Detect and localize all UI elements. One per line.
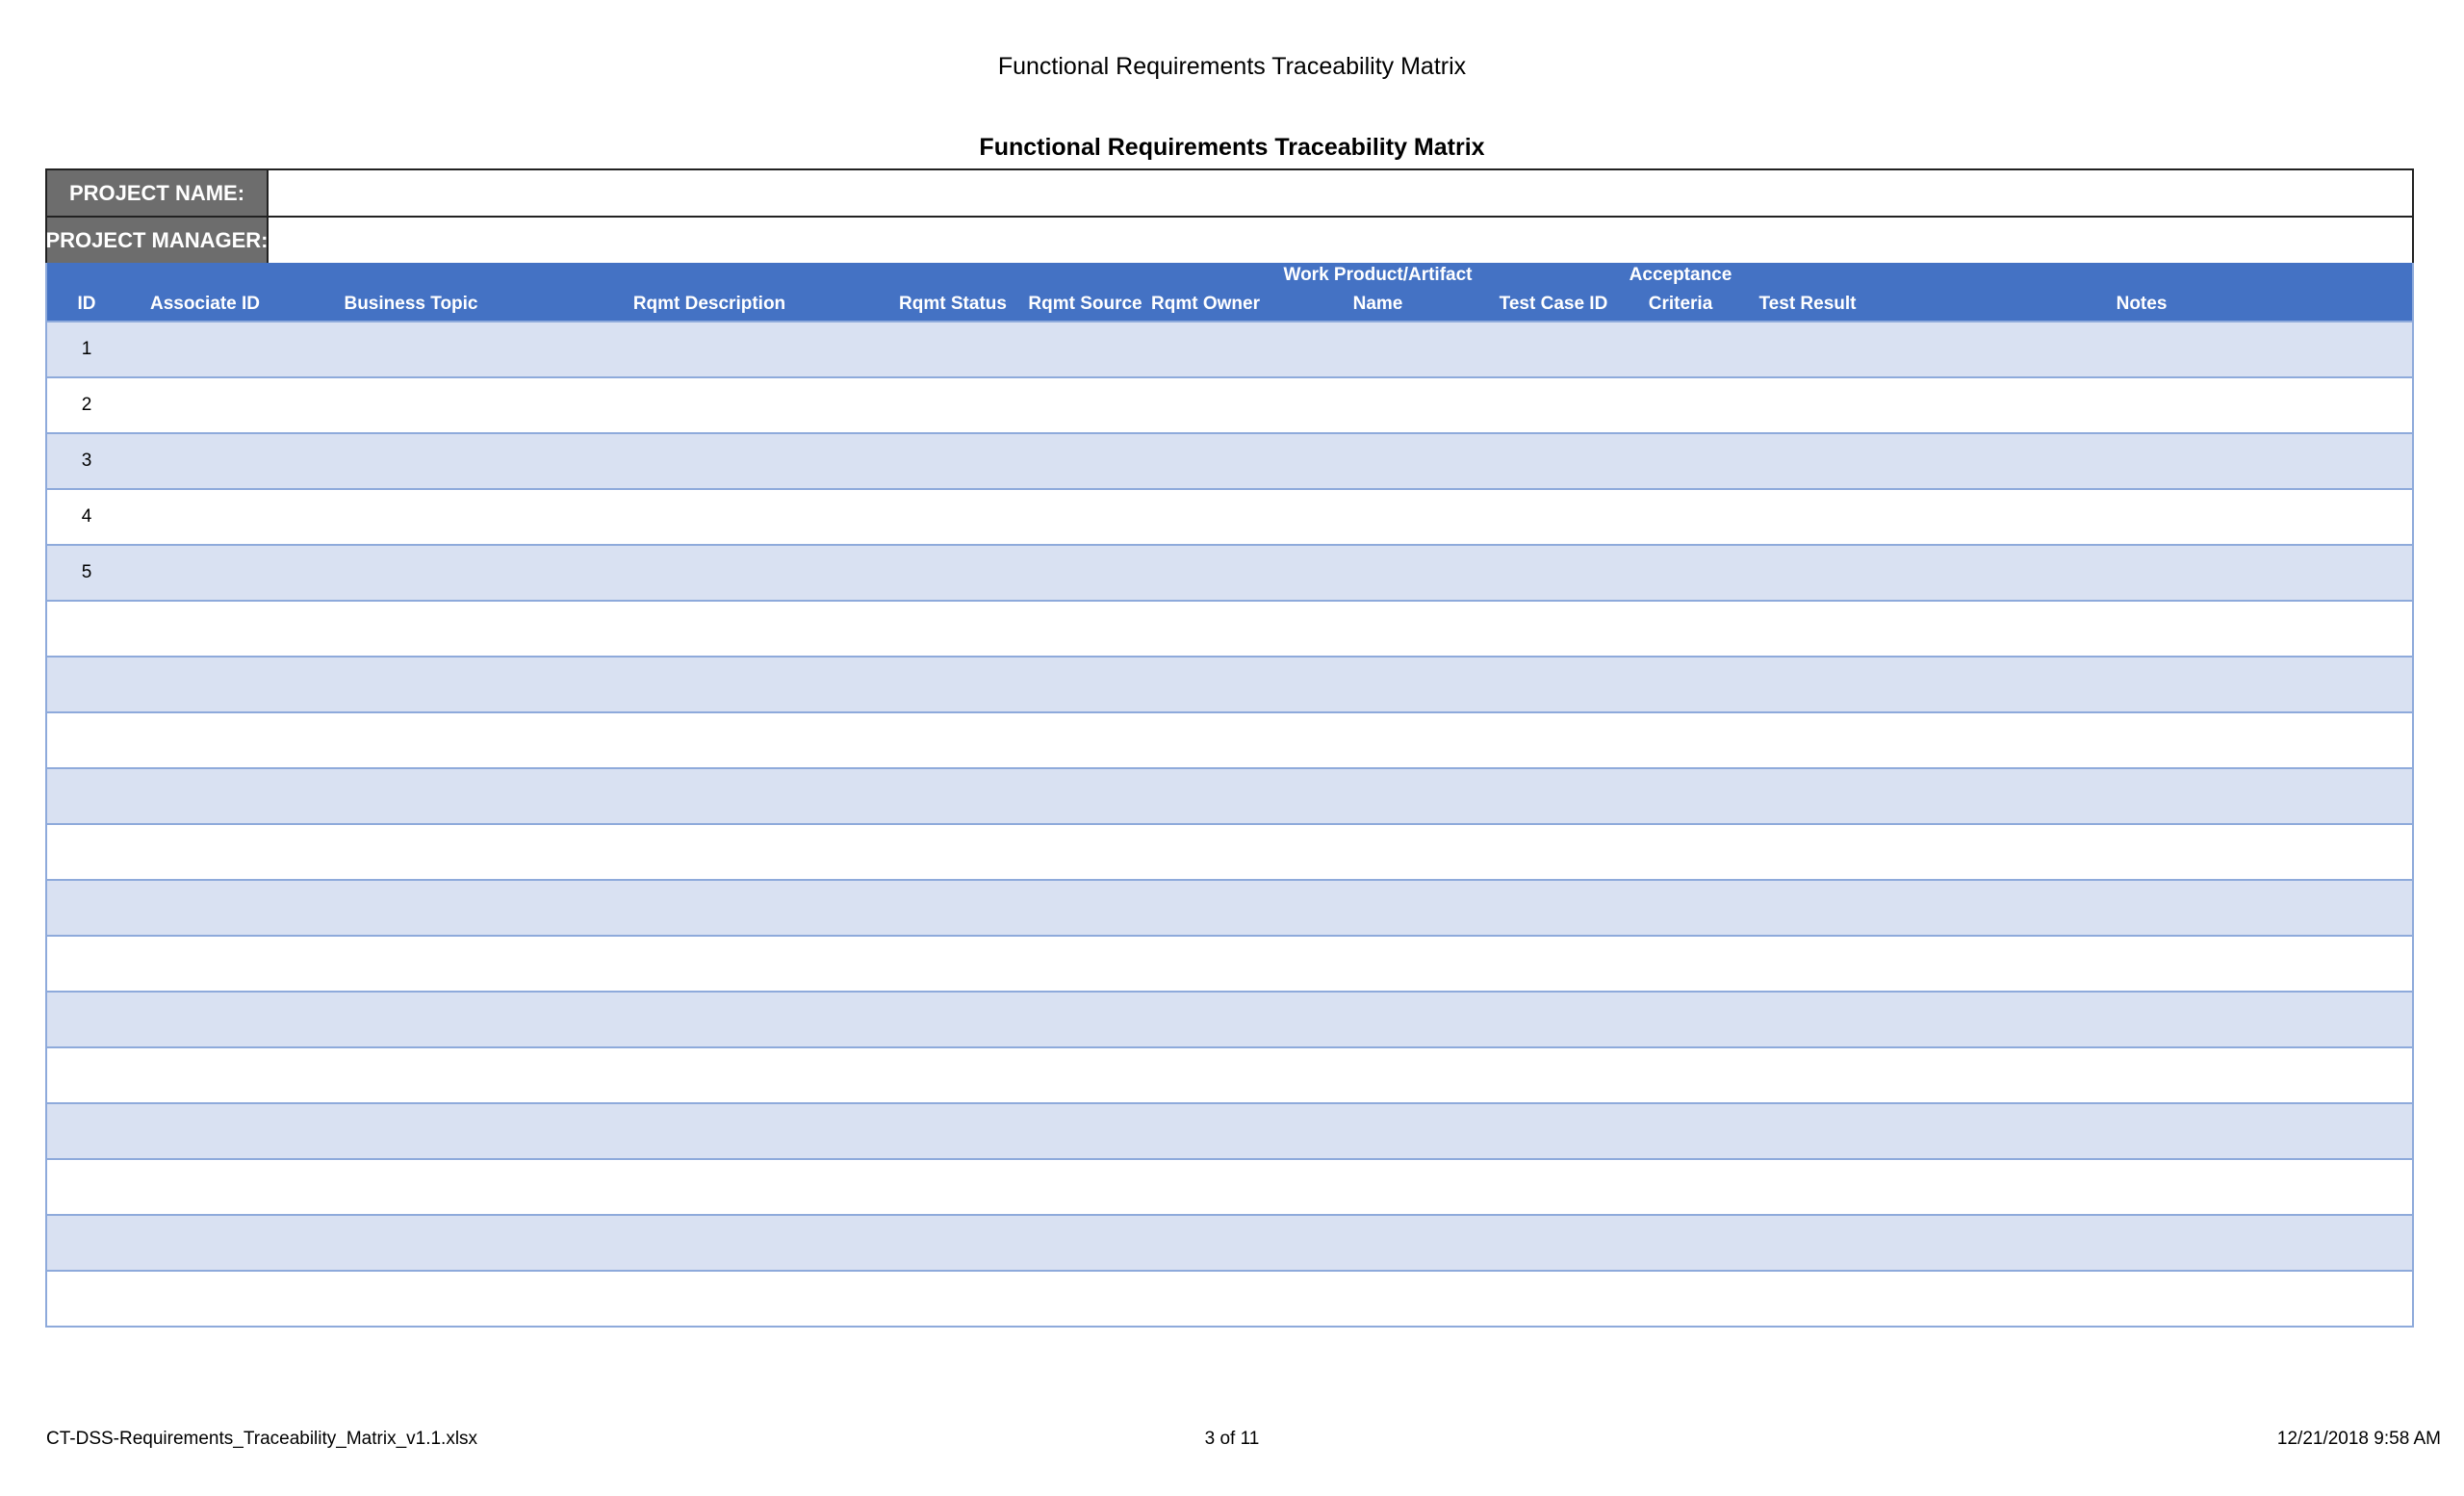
cell-associate-id[interactable] [126, 1272, 284, 1326]
cell-rqmt-description[interactable] [538, 378, 881, 432]
cell-rqmt-status[interactable] [881, 1272, 1025, 1326]
cell-associate-id[interactable] [126, 769, 284, 823]
cell-test-result[interactable] [1744, 434, 1871, 488]
cell-notes[interactable] [1871, 937, 2412, 991]
cell-artifact-name[interactable] [1266, 1216, 1490, 1270]
cell-notes[interactable] [1871, 1272, 2412, 1326]
cell-associate-id[interactable] [126, 1160, 284, 1214]
cell-rqmt-status[interactable] [881, 1160, 1025, 1214]
cell-rqmt-owner[interactable] [1145, 322, 1266, 376]
table-row [47, 1270, 2412, 1326]
cell-rqmt-source[interactable] [1025, 546, 1145, 600]
cell-acceptance-criteria[interactable] [1617, 490, 1744, 544]
cell-rqmt-source[interactable] [1025, 322, 1145, 376]
project-name-label: PROJECT NAME: [47, 170, 269, 216]
cell-id[interactable] [47, 1216, 126, 1270]
cell-rqmt-owner[interactable] [1145, 1216, 1266, 1270]
column-header-test-case-id: Test Case ID [1499, 294, 1608, 314]
cell-acceptance-criteria[interactable] [1617, 1216, 1744, 1270]
column-header-test-result: Test Result [1758, 294, 1857, 314]
cell-business-topic[interactable] [284, 490, 538, 544]
traceability-matrix-table [45, 263, 2414, 1328]
cell-notes[interactable] [1871, 658, 2412, 711]
cell-rqmt-status[interactable] [881, 881, 1025, 935]
cell-id[interactable]: 4 [81, 506, 92, 527]
cell-notes[interactable] [1871, 490, 2412, 544]
cell-notes[interactable] [1871, 378, 2412, 432]
table-row [47, 1214, 2412, 1270]
cell-business-topic[interactable] [284, 546, 538, 600]
cell-rqmt-status[interactable] [881, 322, 1025, 376]
cell-acceptance-criteria[interactable] [1617, 1048, 1744, 1102]
cell-id[interactable] [47, 658, 126, 711]
cell-test-result[interactable] [1744, 1160, 1871, 1214]
cell-rqmt-source[interactable] [1025, 713, 1145, 767]
cell-acceptance-criteria[interactable] [1617, 937, 1744, 991]
cell-artifact-name[interactable] [1266, 1160, 1490, 1214]
cell-id[interactable] [47, 1104, 126, 1158]
cell-rqmt-owner[interactable] [1145, 658, 1266, 711]
cell-acceptance-criteria[interactable] [1617, 881, 1744, 935]
cell-notes[interactable] [1871, 434, 2412, 488]
cell-test-case-id[interactable] [1490, 937, 1617, 991]
cell-rqmt-source[interactable] [1025, 1048, 1145, 1102]
cell-business-topic[interactable] [284, 1160, 538, 1214]
cell-business-topic[interactable] [284, 1272, 538, 1326]
cell-id[interactable] [47, 993, 126, 1046]
cell-notes[interactable] [1871, 713, 2412, 767]
cell-id[interactable]: 2 [81, 395, 92, 415]
cell-test-case-id[interactable] [1490, 434, 1617, 488]
cell-test-case-id[interactable] [1490, 993, 1617, 1046]
cell-rqmt-description[interactable] [538, 1160, 881, 1214]
cell-test-result[interactable] [1744, 1272, 1871, 1326]
cell-rqmt-source[interactable] [1025, 1104, 1145, 1158]
cell-notes[interactable] [1871, 602, 2412, 656]
cell-rqmt-source[interactable] [1025, 993, 1145, 1046]
project-manager-row [47, 218, 2412, 263]
project-name-field[interactable] [269, 170, 2412, 216]
table-row [47, 935, 2412, 991]
cell-rqmt-description[interactable] [538, 658, 881, 711]
cell-artifact-name[interactable] [1266, 1048, 1490, 1102]
cell-rqmt-owner[interactable] [1145, 1104, 1266, 1158]
cell-test-result[interactable] [1744, 378, 1871, 432]
cell-artifact-name[interactable] [1266, 825, 1490, 879]
cell-artifact-name[interactable] [1266, 881, 1490, 935]
cell-associate-id[interactable] [126, 713, 284, 767]
cell-test-result[interactable] [1744, 769, 1871, 823]
cell-rqmt-description[interactable] [538, 993, 881, 1046]
cell-rqmt-source[interactable] [1025, 434, 1145, 488]
cell-test-case-id[interactable] [1490, 1048, 1617, 1102]
cell-business-topic[interactable] [284, 378, 538, 432]
table-row [47, 1102, 2412, 1158]
cell-associate-id[interactable] [126, 937, 284, 991]
cell-rqmt-status[interactable] [881, 1048, 1025, 1102]
cell-id[interactable] [47, 1160, 126, 1214]
cell-rqmt-status[interactable] [881, 713, 1025, 767]
column-header-work-product-artifact-name: Work Product/Artifact Name [1283, 265, 1473, 314]
cell-acceptance-criteria[interactable] [1617, 378, 1744, 432]
column-header-rqmt-status: Rqmt Status [899, 294, 1007, 314]
cell-notes[interactable] [1871, 322, 2412, 376]
cell-rqmt-description[interactable] [538, 713, 881, 767]
table-row [47, 600, 2412, 656]
cell-rqmt-source[interactable] [1025, 769, 1145, 823]
cell-notes[interactable] [1871, 881, 2412, 935]
cell-artifact-name[interactable] [1266, 490, 1490, 544]
cell-test-case-id[interactable] [1490, 881, 1617, 935]
cell-rqmt-description[interactable] [538, 546, 881, 600]
cell-test-case-id[interactable] [1490, 713, 1617, 767]
cell-id[interactable] [47, 602, 126, 656]
table-row [47, 879, 2412, 935]
cell-rqmt-owner[interactable] [1145, 602, 1266, 656]
cell-test-result[interactable] [1744, 322, 1871, 376]
cell-business-topic[interactable] [284, 825, 538, 879]
cell-rqmt-status[interactable] [881, 378, 1025, 432]
column-header-rqmt-owner: Rqmt Owner [1151, 294, 1260, 314]
cell-id[interactable]: 5 [81, 562, 92, 582]
cell-artifact-name[interactable] [1266, 993, 1490, 1046]
cell-rqmt-description[interactable] [538, 937, 881, 991]
cell-rqmt-owner[interactable] [1145, 769, 1266, 823]
cell-artifact-name[interactable] [1266, 434, 1490, 488]
cell-notes[interactable] [1871, 825, 2412, 879]
cell-acceptance-criteria[interactable] [1617, 1160, 1744, 1214]
table-row [47, 767, 2412, 823]
cell-rqmt-description[interactable] [538, 490, 881, 544]
cell-id[interactable] [47, 1048, 126, 1102]
cell-associate-id[interactable] [126, 546, 284, 600]
footer-page-number: 3 of 11 [1204, 1429, 1260, 1449]
footer-datetime: 12/21/2018 9:58 AM [2276, 1429, 2441, 1449]
cell-acceptance-criteria[interactable] [1617, 1104, 1744, 1158]
cell-rqmt-source[interactable] [1025, 658, 1145, 711]
cell-rqmt-description[interactable] [538, 322, 881, 376]
cell-rqmt-status[interactable] [881, 937, 1025, 991]
cell-rqmt-source[interactable] [1025, 1216, 1145, 1270]
cell-acceptance-criteria[interactable] [1617, 769, 1744, 823]
cell-artifact-name[interactable] [1266, 322, 1490, 376]
table-row [47, 1046, 2412, 1102]
page-header-title: Functional Requirements Traceability Matrix [997, 53, 1467, 80]
cell-rqmt-status[interactable] [881, 546, 1025, 600]
cell-id[interactable] [47, 1272, 126, 1326]
column-header-id: ID [77, 294, 96, 314]
cell-artifact-name[interactable] [1266, 769, 1490, 823]
table-header-row [47, 263, 2412, 321]
cell-notes[interactable] [1871, 546, 2412, 600]
cell-test-result[interactable] [1744, 825, 1871, 879]
cell-notes[interactable] [1871, 993, 2412, 1046]
cell-rqmt-owner[interactable] [1145, 378, 1266, 432]
cell-business-topic[interactable] [284, 322, 538, 376]
project-name-row [47, 170, 2412, 218]
cell-rqmt-description[interactable] [538, 1272, 881, 1326]
cell-test-case-id[interactable] [1490, 658, 1617, 711]
cell-rqmt-description[interactable] [538, 881, 881, 935]
cell-associate-id[interactable] [126, 490, 284, 544]
cell-test-case-id[interactable] [1490, 825, 1617, 879]
cell-rqmt-owner[interactable] [1145, 434, 1266, 488]
cell-associate-id[interactable] [126, 378, 284, 432]
cell-rqmt-status[interactable] [881, 1216, 1025, 1270]
cell-acceptance-criteria[interactable] [1617, 322, 1744, 376]
table-row [47, 656, 2412, 711]
cell-rqmt-source[interactable] [1025, 1160, 1145, 1214]
cell-acceptance-criteria[interactable] [1617, 825, 1744, 879]
cell-associate-id[interactable] [126, 1216, 284, 1270]
cell-business-topic[interactable] [284, 1048, 538, 1102]
cell-rqmt-status[interactable] [881, 434, 1025, 488]
cell-rqmt-status[interactable] [881, 1104, 1025, 1158]
cell-artifact-name[interactable] [1266, 937, 1490, 991]
cell-artifact-name[interactable] [1266, 1104, 1490, 1158]
cell-test-result[interactable] [1744, 1216, 1871, 1270]
cell-rqmt-status[interactable] [881, 993, 1025, 1046]
cell-rqmt-status[interactable] [881, 490, 1025, 544]
cell-rqmt-source[interactable] [1025, 825, 1145, 879]
cell-notes[interactable] [1871, 1104, 2412, 1158]
cell-rqmt-source[interactable] [1025, 490, 1145, 544]
column-header-associate-id: Associate ID [149, 294, 261, 314]
cell-artifact-name[interactable] [1266, 713, 1490, 767]
cell-rqmt-description[interactable] [538, 1048, 881, 1102]
cell-rqmt-owner[interactable] [1145, 1048, 1266, 1102]
cell-test-result[interactable] [1744, 1104, 1871, 1158]
cell-rqmt-owner[interactable] [1145, 546, 1266, 600]
cell-notes[interactable] [1871, 1216, 2412, 1270]
cell-rqmt-owner[interactable] [1145, 937, 1266, 991]
cell-rqmt-status[interactable] [881, 602, 1025, 656]
cell-rqmt-owner[interactable] [1145, 881, 1266, 935]
cell-id[interactable]: 3 [81, 451, 92, 471]
cell-test-case-id[interactable] [1490, 1160, 1617, 1214]
cell-rqmt-description[interactable] [538, 825, 881, 879]
cell-rqmt-source[interactable] [1025, 1272, 1145, 1326]
cell-rqmt-owner[interactable] [1145, 825, 1266, 879]
table-row [47, 823, 2412, 879]
cell-test-result[interactable] [1744, 881, 1871, 935]
table-row [47, 1158, 2412, 1214]
cell-associate-id[interactable] [126, 658, 284, 711]
cell-acceptance-criteria[interactable] [1617, 713, 1744, 767]
cell-artifact-name[interactable] [1266, 546, 1490, 600]
cell-notes[interactable] [1871, 1160, 2412, 1214]
table-row [47, 488, 2412, 544]
cell-rqmt-owner[interactable] [1145, 713, 1266, 767]
sheet-title: Functional Requirements Traceability Matrix [979, 134, 1485, 161]
cell-acceptance-criteria[interactable] [1617, 993, 1744, 1046]
cell-acceptance-criteria[interactable] [1617, 658, 1744, 711]
cell-test-result[interactable] [1744, 937, 1871, 991]
cell-business-topic[interactable] [284, 993, 538, 1046]
cell-rqmt-description[interactable] [538, 602, 881, 656]
cell-test-result[interactable] [1744, 658, 1871, 711]
cell-rqmt-description[interactable] [538, 434, 881, 488]
cell-test-case-id[interactable] [1490, 1216, 1617, 1270]
cell-business-topic[interactable] [284, 937, 538, 991]
cell-notes[interactable] [1871, 1048, 2412, 1102]
cell-artifact-name[interactable] [1266, 658, 1490, 711]
cell-test-case-id[interactable] [1490, 769, 1617, 823]
column-header-notes: Notes [2116, 294, 2168, 314]
cell-test-case-id[interactable] [1490, 490, 1617, 544]
cell-rqmt-description[interactable] [538, 769, 881, 823]
table-row [47, 991, 2412, 1046]
cell-id[interactable]: 1 [81, 339, 92, 359]
cell-rqmt-source[interactable] [1025, 602, 1145, 656]
cell-rqmt-owner[interactable] [1145, 1272, 1266, 1326]
cell-notes[interactable] [1871, 769, 2412, 823]
cell-rqmt-source[interactable] [1025, 378, 1145, 432]
cell-rqmt-status[interactable] [881, 658, 1025, 711]
cell-id[interactable] [47, 825, 126, 879]
table-row [47, 544, 2412, 600]
cell-acceptance-criteria[interactable] [1617, 602, 1744, 656]
cell-rqmt-source[interactable] [1025, 937, 1145, 991]
cell-associate-id[interactable] [126, 602, 284, 656]
cell-business-topic[interactable] [284, 1104, 538, 1158]
cell-test-case-id[interactable] [1490, 322, 1617, 376]
project-info-block [45, 168, 2414, 265]
cell-associate-id[interactable] [126, 434, 284, 488]
cell-associate-id[interactable] [126, 993, 284, 1046]
cell-test-result[interactable] [1744, 602, 1871, 656]
table-body [47, 321, 2412, 1326]
cell-business-topic[interactable] [284, 1216, 538, 1270]
cell-rqmt-owner[interactable] [1145, 1160, 1266, 1214]
cell-test-result[interactable] [1744, 490, 1871, 544]
cell-rqmt-owner[interactable] [1145, 993, 1266, 1046]
cell-test-case-id[interactable] [1490, 1104, 1617, 1158]
cell-rqmt-status[interactable] [881, 769, 1025, 823]
cell-rqmt-source[interactable] [1025, 881, 1145, 935]
cell-test-case-id[interactable] [1490, 546, 1617, 600]
cell-artifact-name[interactable] [1266, 1272, 1490, 1326]
column-header-rqmt-description: Rqmt Description [632, 294, 786, 314]
cell-test-result[interactable] [1744, 1048, 1871, 1102]
cell-associate-id[interactable] [126, 1104, 284, 1158]
cell-rqmt-owner[interactable] [1145, 490, 1266, 544]
column-header-business-topic: Business Topic [344, 294, 478, 314]
cell-artifact-name[interactable] [1266, 378, 1490, 432]
cell-business-topic[interactable] [284, 769, 538, 823]
cell-associate-id[interactable] [126, 1048, 284, 1102]
cell-id[interactable] [47, 937, 126, 991]
footer-filename: CT-DSS-Requirements_Traceability_Matrix_v1.1.xlsx [46, 1429, 478, 1449]
cell-id[interactable] [47, 713, 126, 767]
cell-acceptance-criteria[interactable] [1617, 434, 1744, 488]
cell-business-topic[interactable] [284, 658, 538, 711]
cell-test-result[interactable] [1744, 713, 1871, 767]
cell-test-result[interactable] [1744, 993, 1871, 1046]
cell-acceptance-criteria[interactable] [1617, 1272, 1744, 1326]
cell-acceptance-criteria[interactable] [1617, 546, 1744, 600]
cell-business-topic[interactable] [284, 602, 538, 656]
cell-rqmt-status[interactable] [881, 825, 1025, 879]
cell-id[interactable] [47, 881, 126, 935]
table-row [47, 432, 2412, 488]
project-manager-label: PROJECT MANAGER: [47, 218, 269, 263]
cell-business-topic[interactable] [284, 881, 538, 935]
cell-rqmt-description[interactable] [538, 1216, 881, 1270]
cell-associate-id[interactable] [126, 881, 284, 935]
cell-artifact-name[interactable] [1266, 602, 1490, 656]
cell-test-case-id[interactable] [1490, 1272, 1617, 1326]
cell-id[interactable] [47, 769, 126, 823]
cell-business-topic[interactable] [284, 713, 538, 767]
table-row [47, 321, 2412, 376]
cell-associate-id[interactable] [126, 825, 284, 879]
cell-business-topic[interactable] [284, 434, 538, 488]
cell-test-result[interactable] [1744, 546, 1871, 600]
cell-associate-id[interactable] [126, 322, 284, 376]
table-row [47, 711, 2412, 767]
cell-rqmt-description[interactable] [538, 1104, 881, 1158]
cell-test-case-id[interactable] [1490, 378, 1617, 432]
table-row [47, 376, 2412, 432]
cell-test-case-id[interactable] [1490, 602, 1617, 656]
project-manager-field[interactable] [269, 218, 2412, 263]
column-header-acceptance-criteria: Acceptance Criteria [1629, 265, 1732, 314]
column-header-rqmt-source: Rqmt Source [1028, 294, 1142, 314]
